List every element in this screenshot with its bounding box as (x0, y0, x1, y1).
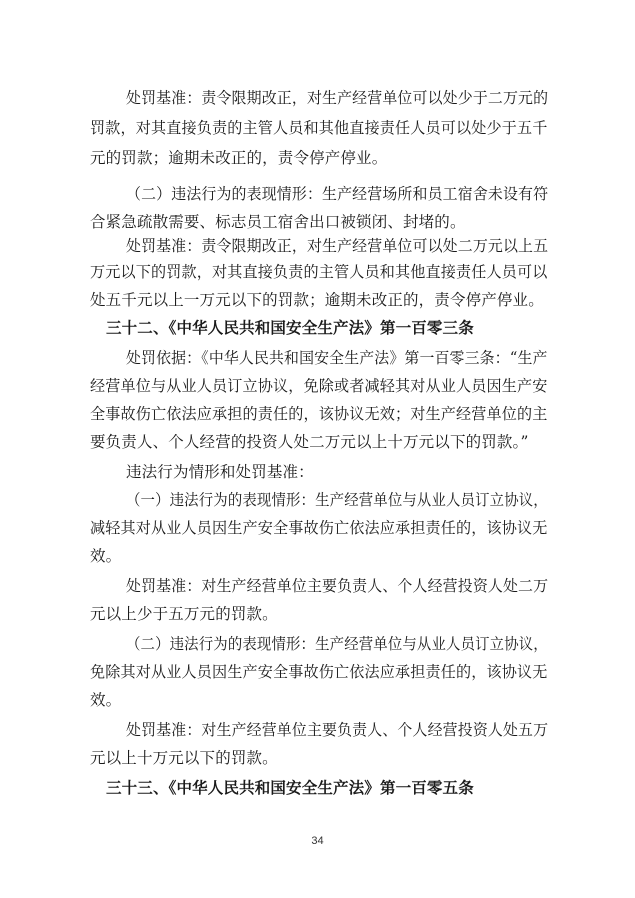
text-line: 处五千元以上一万元以下的罚款；逾期未改正的，责令停产停业。 (90, 291, 544, 309)
text-line: 元以上十万元以下的罚款。 (90, 749, 278, 767)
text-line: 处罚基准：责令限期改正，对生产经营单位可以处少于二万元的 (126, 89, 549, 107)
text-line: 处罚基准：对生产经营单位主要负责人、个人经营投资人处二万 (126, 577, 549, 595)
text-line: 元以上少于五万元的罚款。 (90, 605, 278, 623)
text-line: 经营单位与从业人员订立协议，免除或者减轻其对从业人员因生产安 (90, 377, 548, 395)
text-line: 全事故伤亡依法应承担的责任的，该协议无效；对生产经营单位的主 (90, 405, 548, 423)
text-line: 处罚基准：责令限期改正，对生产经营单位可以处二万元以上五 (126, 237, 549, 255)
text-line: 合紧急疏散需要、标志员工宿舍出口被锁闭、封堵的。 (90, 213, 466, 231)
text-line: 违法行为情形和处罚基准： (126, 463, 314, 481)
text-line: 处罚基准：对生产经营单位主要负责人、个人经营投资人处五万 (126, 721, 549, 739)
text-line: 减轻其对从业人员因生产安全事故伤亡依法应承担责任的，该协议无 (90, 519, 548, 537)
page-number: 34 (311, 835, 324, 847)
text-line: 元的罚款；逾期未改正的，责令停产停业。 (90, 149, 388, 167)
text-line: 免除其对从业人员因生产安全事故伤亡依法应承担责任的，该协议无 (90, 663, 548, 681)
text-line: （一）违法行为的表现情形：生产经营单位与从业人员订立协议， (126, 491, 548, 509)
text-line: 万元以下的罚款，对其直接负责的主管人员和其他直接责任人员可以 (90, 263, 548, 281)
section-heading: 三十二、《中华人民共和国安全生产法》第一百零三条 (106, 318, 474, 337)
text-line: 处罚依据：《中华人民共和国安全生产法》第一百零三条：“生产 (126, 349, 548, 367)
text-line: 罚款，对其直接负责的主管人员和其他直接责任人员可以处少于五千 (90, 119, 548, 137)
text-line: （二）违法行为的表现情形：生产经营单位与从业人员订立协议， (126, 635, 548, 653)
text-line: 要负责人、个人经营的投资人处二万元以上十万元以下的罚款。” (90, 433, 529, 451)
section-heading: 三十三、《中华人民共和国安全生产法》第一百零五条 (106, 778, 474, 797)
text-line: （二）违法行为的表现情形：生产经营场所和员工宿舍未设有符 (126, 185, 549, 203)
text-line: 效。 (90, 691, 122, 709)
text-line: 效。 (90, 547, 122, 565)
